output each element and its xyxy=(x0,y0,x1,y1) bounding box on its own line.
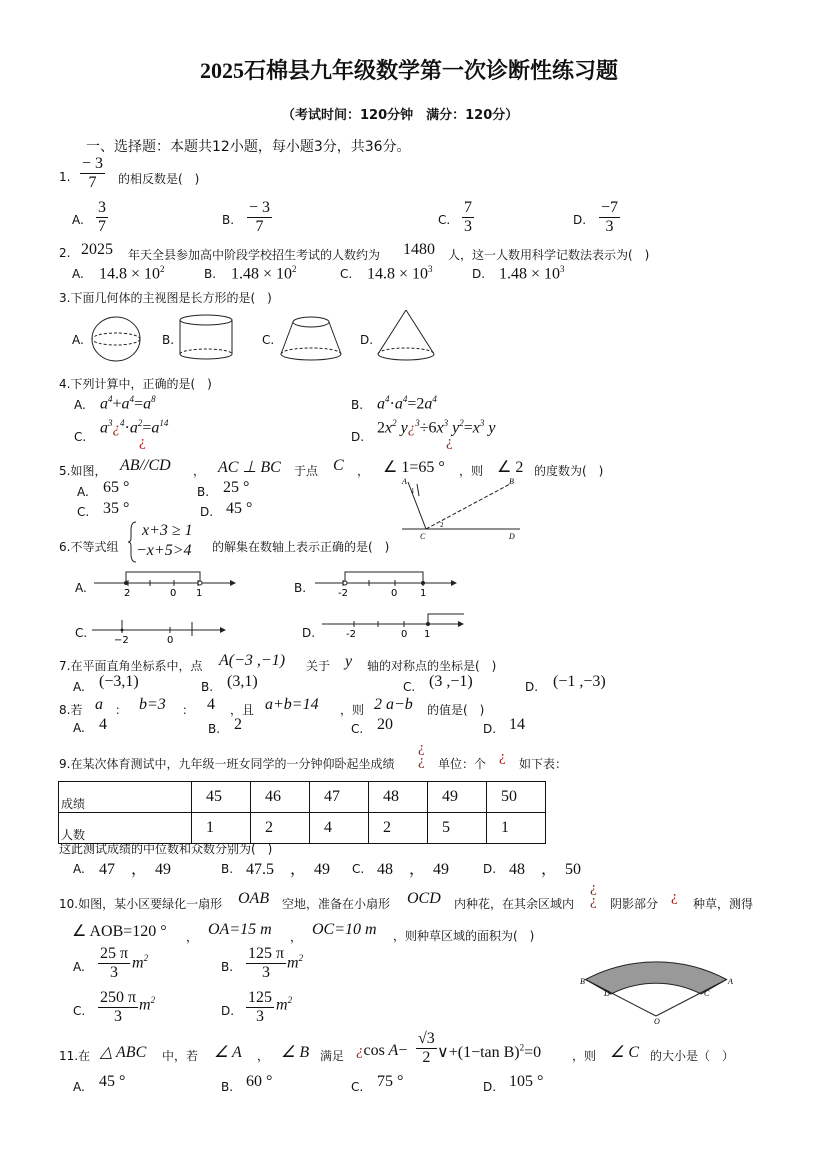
tick-label: 0 xyxy=(167,635,174,644)
q8-colon-1: ： xyxy=(115,703,128,717)
fig-label-b: B xyxy=(509,477,514,486)
q11-expr-1: ¿cos A− xyxy=(356,1042,408,1059)
q10-comma-1: ， xyxy=(186,930,199,944)
fig-label-1: 1 xyxy=(411,487,415,495)
q9-option-b: 47.5 ， 49 xyxy=(246,861,331,878)
q4-label-d: D. xyxy=(351,430,365,444)
q10-option-c-unit: $m^2$ xyxy=(139,995,156,1014)
q5-option-b-label: B. xyxy=(197,485,210,499)
q9-glyph-1: ¿ ¿ xyxy=(418,740,425,769)
fig-label-b: B xyxy=(580,977,585,986)
q10-text-4: 阴影部分 xyxy=(610,897,659,911)
q8-option-c-label: C. xyxy=(351,722,364,736)
q9-glyph-2: ¿ xyxy=(499,749,506,765)
q5-text-2: 于点 xyxy=(294,464,319,478)
q6-text-2: 的解集在数轴上表示正确的是( ) xyxy=(212,540,390,554)
q8-option-c: 20 xyxy=(377,716,393,733)
q10-option-a-unit: $m^2$ xyxy=(132,953,149,972)
q1-option-b-label: B. xyxy=(222,213,235,227)
q11-option-b-label: B. xyxy=(221,1080,234,1094)
q6-label-c: C. xyxy=(75,626,88,640)
q6-label-a: A. xyxy=(75,581,87,595)
tick-label: 2 xyxy=(124,588,131,598)
q2-count: 1480 xyxy=(403,241,435,258)
q2-number: 2. xyxy=(59,246,71,260)
q10-option-c: $\frac{250 \pi}{3}$ xyxy=(100,989,137,1025)
numerator: − 3 xyxy=(82,155,104,172)
q10-ocd: OCD xyxy=(407,890,441,907)
q11-text-1: 11.在 xyxy=(59,1049,91,1063)
tick-label: 0 xyxy=(391,588,398,598)
q6-label-b: B. xyxy=(294,581,307,595)
q11-option-b: 60 ° xyxy=(246,1073,273,1090)
q10-oc: OC=10 m xyxy=(312,921,377,938)
q10-comma-2: ， xyxy=(290,930,303,944)
q10-option-c-label: C. xyxy=(73,1004,86,1018)
q5-option-a-label: A. xyxy=(77,485,89,499)
q11-option-c-label: C. xyxy=(351,1080,364,1094)
q11-text-3: 满足 xyxy=(320,1049,345,1063)
q7-text-2: 关于 xyxy=(306,659,331,673)
q3-label-b: B. xyxy=(162,333,175,347)
table-cell: 2 xyxy=(369,813,428,844)
q4-option-a: $a^4+a^4=a^8$ xyxy=(100,394,156,413)
q11-option-a-label: A. xyxy=(73,1080,85,1094)
q2-option-d-label: D. xyxy=(472,267,486,281)
number-line-c xyxy=(90,614,230,644)
tick-label: 1 xyxy=(196,588,203,598)
q11-text-4: ，则 xyxy=(572,1049,597,1063)
q2-year: 2025 xyxy=(81,241,113,258)
q7-axis: y xyxy=(345,653,353,670)
q10-text-6: ，则种草区域的面积为( ) xyxy=(393,929,535,943)
exam-info: （考试时间：120分钟 满分：120分） xyxy=(282,108,519,123)
q11-comma: ， xyxy=(257,1049,270,1063)
table-header: 人数 xyxy=(59,813,192,844)
table-cell: 1 xyxy=(192,813,251,844)
q5-angle2: ∠ 2 xyxy=(497,459,524,476)
table-cell: 5 xyxy=(428,813,487,844)
q7-option-b: (3,1) xyxy=(227,673,258,690)
table-row xyxy=(59,813,546,844)
q9-text-3: 如下表： xyxy=(519,757,568,771)
table-cell: 4 xyxy=(310,813,369,844)
q7-option-a-label: A. xyxy=(73,680,85,694)
q5-comma-1: ， xyxy=(193,464,206,478)
q7-option-c: (3 ,−1) xyxy=(429,673,473,690)
q3-label-c: C. xyxy=(262,333,275,347)
q8-text-2: ，且 xyxy=(230,703,255,717)
q2-option-c: $14.8 \times 10^3$ xyxy=(367,264,433,283)
q9-option-b-label: B. xyxy=(221,862,234,876)
q4-option-d: $2x^2$ $y¿^3\div 6x^3$ $y^2=x^3$ y xyxy=(377,418,496,437)
sector-figure xyxy=(576,936,738,1026)
q8-option-b: 2 xyxy=(234,716,242,733)
q10-oa: OA=15 m xyxy=(208,921,272,938)
cylinder-figure xyxy=(178,312,236,362)
q5-text-3: ，则 xyxy=(459,464,484,478)
q9-text-2: 单位：个 xyxy=(438,757,487,771)
q5-figure xyxy=(396,474,524,542)
q5-parallel: AB//CD xyxy=(120,457,171,474)
q2-option-c-label: C. xyxy=(340,267,353,281)
q6-ineq-1: x+3 ≥ 1 xyxy=(142,522,193,539)
q10-option-a: $\frac{25 \pi}{3}$ xyxy=(100,945,129,981)
q5-point-c: C xyxy=(333,457,344,474)
q9-option-a: 47 ， 49 xyxy=(99,861,172,878)
table-cell: 48 xyxy=(369,782,428,813)
q10-option-b: $\frac{125 \pi}{3}$ xyxy=(248,945,285,981)
q8-b: b=3 xyxy=(139,696,166,713)
number-line-b xyxy=(313,566,458,598)
q8-expr: 2 a−b xyxy=(374,696,413,713)
denominator: 7 xyxy=(88,174,97,191)
q8-option-a-label: A. xyxy=(73,721,85,735)
q10-glyph-1: ¿ ¿ xyxy=(590,880,597,909)
q1-text: 的相反数是( ) xyxy=(118,172,200,186)
q11-option-a: 45 ° xyxy=(99,1073,126,1090)
table-cell: 50 xyxy=(487,782,546,813)
q7-option-a: (−3,1) xyxy=(99,673,139,690)
q10-text-3: 内种花，在其余区域内 xyxy=(454,897,575,911)
q5-text-1: 5.如图， xyxy=(59,464,107,478)
tick-label: 0 xyxy=(170,588,177,598)
q7-option-b-label: B. xyxy=(201,680,214,694)
q9-option-d-label: D. xyxy=(483,862,497,876)
q1-option-c-label: C. xyxy=(438,213,451,227)
q9-text-1: 9.在某次体育测试中，九年级一班女同学的一分钟仰卧起坐成绩 xyxy=(59,757,395,771)
q10-option-b-unit: $m^2$ xyxy=(287,953,304,972)
table-cell: 1 xyxy=(487,813,546,844)
sphere-figure xyxy=(90,316,144,362)
q11-text-5: 的大小是（ ） xyxy=(650,1049,735,1063)
page-title: 2025石棉县九年级数学第一次诊断性练习题 xyxy=(200,58,619,83)
tick-label: -2 xyxy=(346,629,356,640)
q1-option-c: $\frac{7}{3}$ xyxy=(464,199,472,235)
table-cell: 49 xyxy=(428,782,487,813)
q8-option-a: 4 xyxy=(99,716,107,733)
q5-text-4: 的度数为( ) xyxy=(534,464,604,478)
q8-text-1: 8.若 xyxy=(59,703,83,717)
q9-option-c-label: C. xyxy=(352,862,365,876)
q8-colon-2: ： xyxy=(182,703,195,717)
fig-label-c: C xyxy=(420,532,426,541)
q11-sqrt-fraction: $\frac{√3}{2}$ xyxy=(418,1030,435,1066)
q4-label-a: A. xyxy=(74,398,86,412)
number-line-a xyxy=(92,566,237,598)
q10-angle: ∠ AOB=120 ° xyxy=(72,923,167,940)
q1-fraction xyxy=(80,155,105,192)
q5-angle1: ∠ 1=65 ° xyxy=(383,459,445,476)
table-cell: 47 xyxy=(310,782,369,813)
q10-option-d: $\frac{125}{3}$ xyxy=(248,989,272,1025)
q8-text-3: ，则 xyxy=(340,703,365,717)
fig-label-c: C xyxy=(704,989,710,998)
q9-option-d: 48 ， 50 xyxy=(509,861,582,878)
q10-option-d-unit: $m^2$ xyxy=(276,995,293,1014)
q5-option-d-label: D. xyxy=(200,505,214,519)
q5-option-c-label: C. xyxy=(77,505,90,519)
q10-option-d-label: D. xyxy=(221,1004,235,1018)
section-heading: 一、选择题：本题共12小题，每小题3分，共36分。 xyxy=(86,139,411,155)
fig-label-d: D xyxy=(509,532,515,541)
frustum-figure xyxy=(278,314,344,362)
q4-text: 4.下列计算中，正确的是( ) xyxy=(59,377,212,391)
fig-label-d: D xyxy=(604,989,610,998)
q11-option-c: 75 ° xyxy=(377,1073,404,1090)
q5-option-d: 45 ° xyxy=(226,500,253,517)
q10-text-5: 种草，测得 xyxy=(693,897,754,911)
q4-option-c: $a^3¿^4\cdot a^2=a^{14}$ xyxy=(100,418,169,437)
table-row xyxy=(59,782,546,813)
q7-option-c-label: C. xyxy=(403,680,416,694)
q3-text: 3.下面几何体的主视图是长方形的是( ) xyxy=(59,291,272,305)
q4-label-b: B. xyxy=(351,398,364,412)
q5-perp: AC ⊥ BC xyxy=(218,459,281,476)
q8-text-4: 的值是( ) xyxy=(427,703,485,717)
q2-option-a: $14.8 \times 10^2$ xyxy=(99,264,165,283)
number-line-d xyxy=(320,610,470,642)
scores-table xyxy=(58,781,546,844)
q6-ineq-2: −x+5>4 xyxy=(136,542,192,559)
q11-text-2: 中，若 xyxy=(162,1049,199,1063)
q11-option-d-label: D. xyxy=(483,1080,497,1094)
q1-option-d-label: D. xyxy=(573,213,587,227)
q10-glyph-2: ¿ xyxy=(671,889,678,905)
q5-option-c: 35 ° xyxy=(103,500,130,517)
q8-sum: a+b=14 xyxy=(265,696,319,713)
q4-label-c: C. xyxy=(74,430,87,444)
q2-option-b-label: B. xyxy=(204,267,217,281)
table-cell: 2 xyxy=(251,813,310,844)
table-header: 成绩 xyxy=(59,782,192,813)
q4-c-glyph: ¿ xyxy=(139,434,146,450)
q11-angle-b: ∠ B xyxy=(281,1044,310,1061)
q1-option-a: $\frac{3}{7}$ xyxy=(98,199,106,235)
q4-option-b: $a^4\cdot a^4=2a^4$ xyxy=(377,394,437,413)
q3-label-d: D. xyxy=(360,333,374,347)
q7-text-1: 7.在平面直角坐标系中，点 xyxy=(59,659,203,673)
fig-label-a: A xyxy=(728,977,733,986)
q2-option-b: $1.48 \times 10^2$ xyxy=(231,264,297,283)
q5-option-b: 25 ° xyxy=(223,479,250,496)
q9-option-c: 48 ， 49 xyxy=(377,861,450,878)
fig-label-a: A xyxy=(402,477,407,486)
q10-text-2: 空地，准备在小扇形 xyxy=(282,897,391,911)
q11-expr-2: ∨+(1−tan B)$^2$=0 xyxy=(437,1042,542,1061)
table-cell: 46 xyxy=(251,782,310,813)
q10-option-a-label: A. xyxy=(73,960,85,974)
q11-angle-a: ∠ A xyxy=(214,1044,242,1061)
fig-label-o: O xyxy=(654,1017,660,1026)
q4-d-glyph: ¿ xyxy=(446,434,453,450)
q8-a: a xyxy=(95,696,103,713)
q11-angle-c: ∠ C xyxy=(610,1044,640,1061)
q10-option-b-label: B. xyxy=(221,960,234,974)
tick-label: 0 xyxy=(401,629,408,640)
q8-four: 4 xyxy=(207,696,215,713)
q8-option-d: 14 xyxy=(509,716,525,733)
q2-option-a-label: A. xyxy=(72,267,84,281)
tick-label: 1 xyxy=(424,629,431,640)
q8-option-b-label: B. xyxy=(208,722,221,736)
cone-figure xyxy=(375,308,437,364)
q9-question: 这此测试成绩的中位数和众数分别为( ) xyxy=(59,842,273,856)
q1-option-b: $\frac{- 3}{7}$ xyxy=(249,199,271,235)
q5-option-a: 65 ° xyxy=(103,479,130,496)
q6-label-d: D. xyxy=(302,626,316,640)
q3-label-a: A. xyxy=(72,333,84,347)
q8-option-d-label: D. xyxy=(483,722,497,736)
q10-oab: OAB xyxy=(238,890,270,907)
q2-text-1: 年天全县参加高中阶段学校招生考试的人数约为 xyxy=(128,248,381,262)
q1-option-a-label: A. xyxy=(72,213,84,227)
q2-option-d: $1.48 \times 10^3$ xyxy=(499,264,565,283)
q5-comma-2: ， xyxy=(357,464,370,478)
q11-option-d: 105 ° xyxy=(509,1073,544,1090)
q2-text-2: 人，这一人数用科学记数法表示为( ) xyxy=(448,248,650,262)
tick-label: -2 xyxy=(338,588,348,598)
tick-label: 1 xyxy=(420,588,427,598)
tick-label: −2 xyxy=(114,635,129,644)
fig-label-2: 2 xyxy=(440,521,444,529)
q7-point: A(−3 ,−1) xyxy=(219,652,286,669)
q11-triangle: △ ABC xyxy=(100,1044,147,1061)
q1-number: 1. xyxy=(59,170,71,184)
q10-text-1: 10.如图，某小区要绿化一扇形 xyxy=(59,897,223,911)
q6-text-1: 6.不等式组 xyxy=(59,540,119,554)
q1-option-d: $\frac{-7}{3}$ xyxy=(601,199,619,235)
q7-text-3: 轴的对称点的坐标是( ) xyxy=(367,659,497,673)
q7-option-d: (−1 ,−3) xyxy=(553,673,606,690)
q7-option-d-label: D. xyxy=(525,680,539,694)
table-cell: 45 xyxy=(192,782,251,813)
q9-option-a-label: A. xyxy=(73,862,85,876)
